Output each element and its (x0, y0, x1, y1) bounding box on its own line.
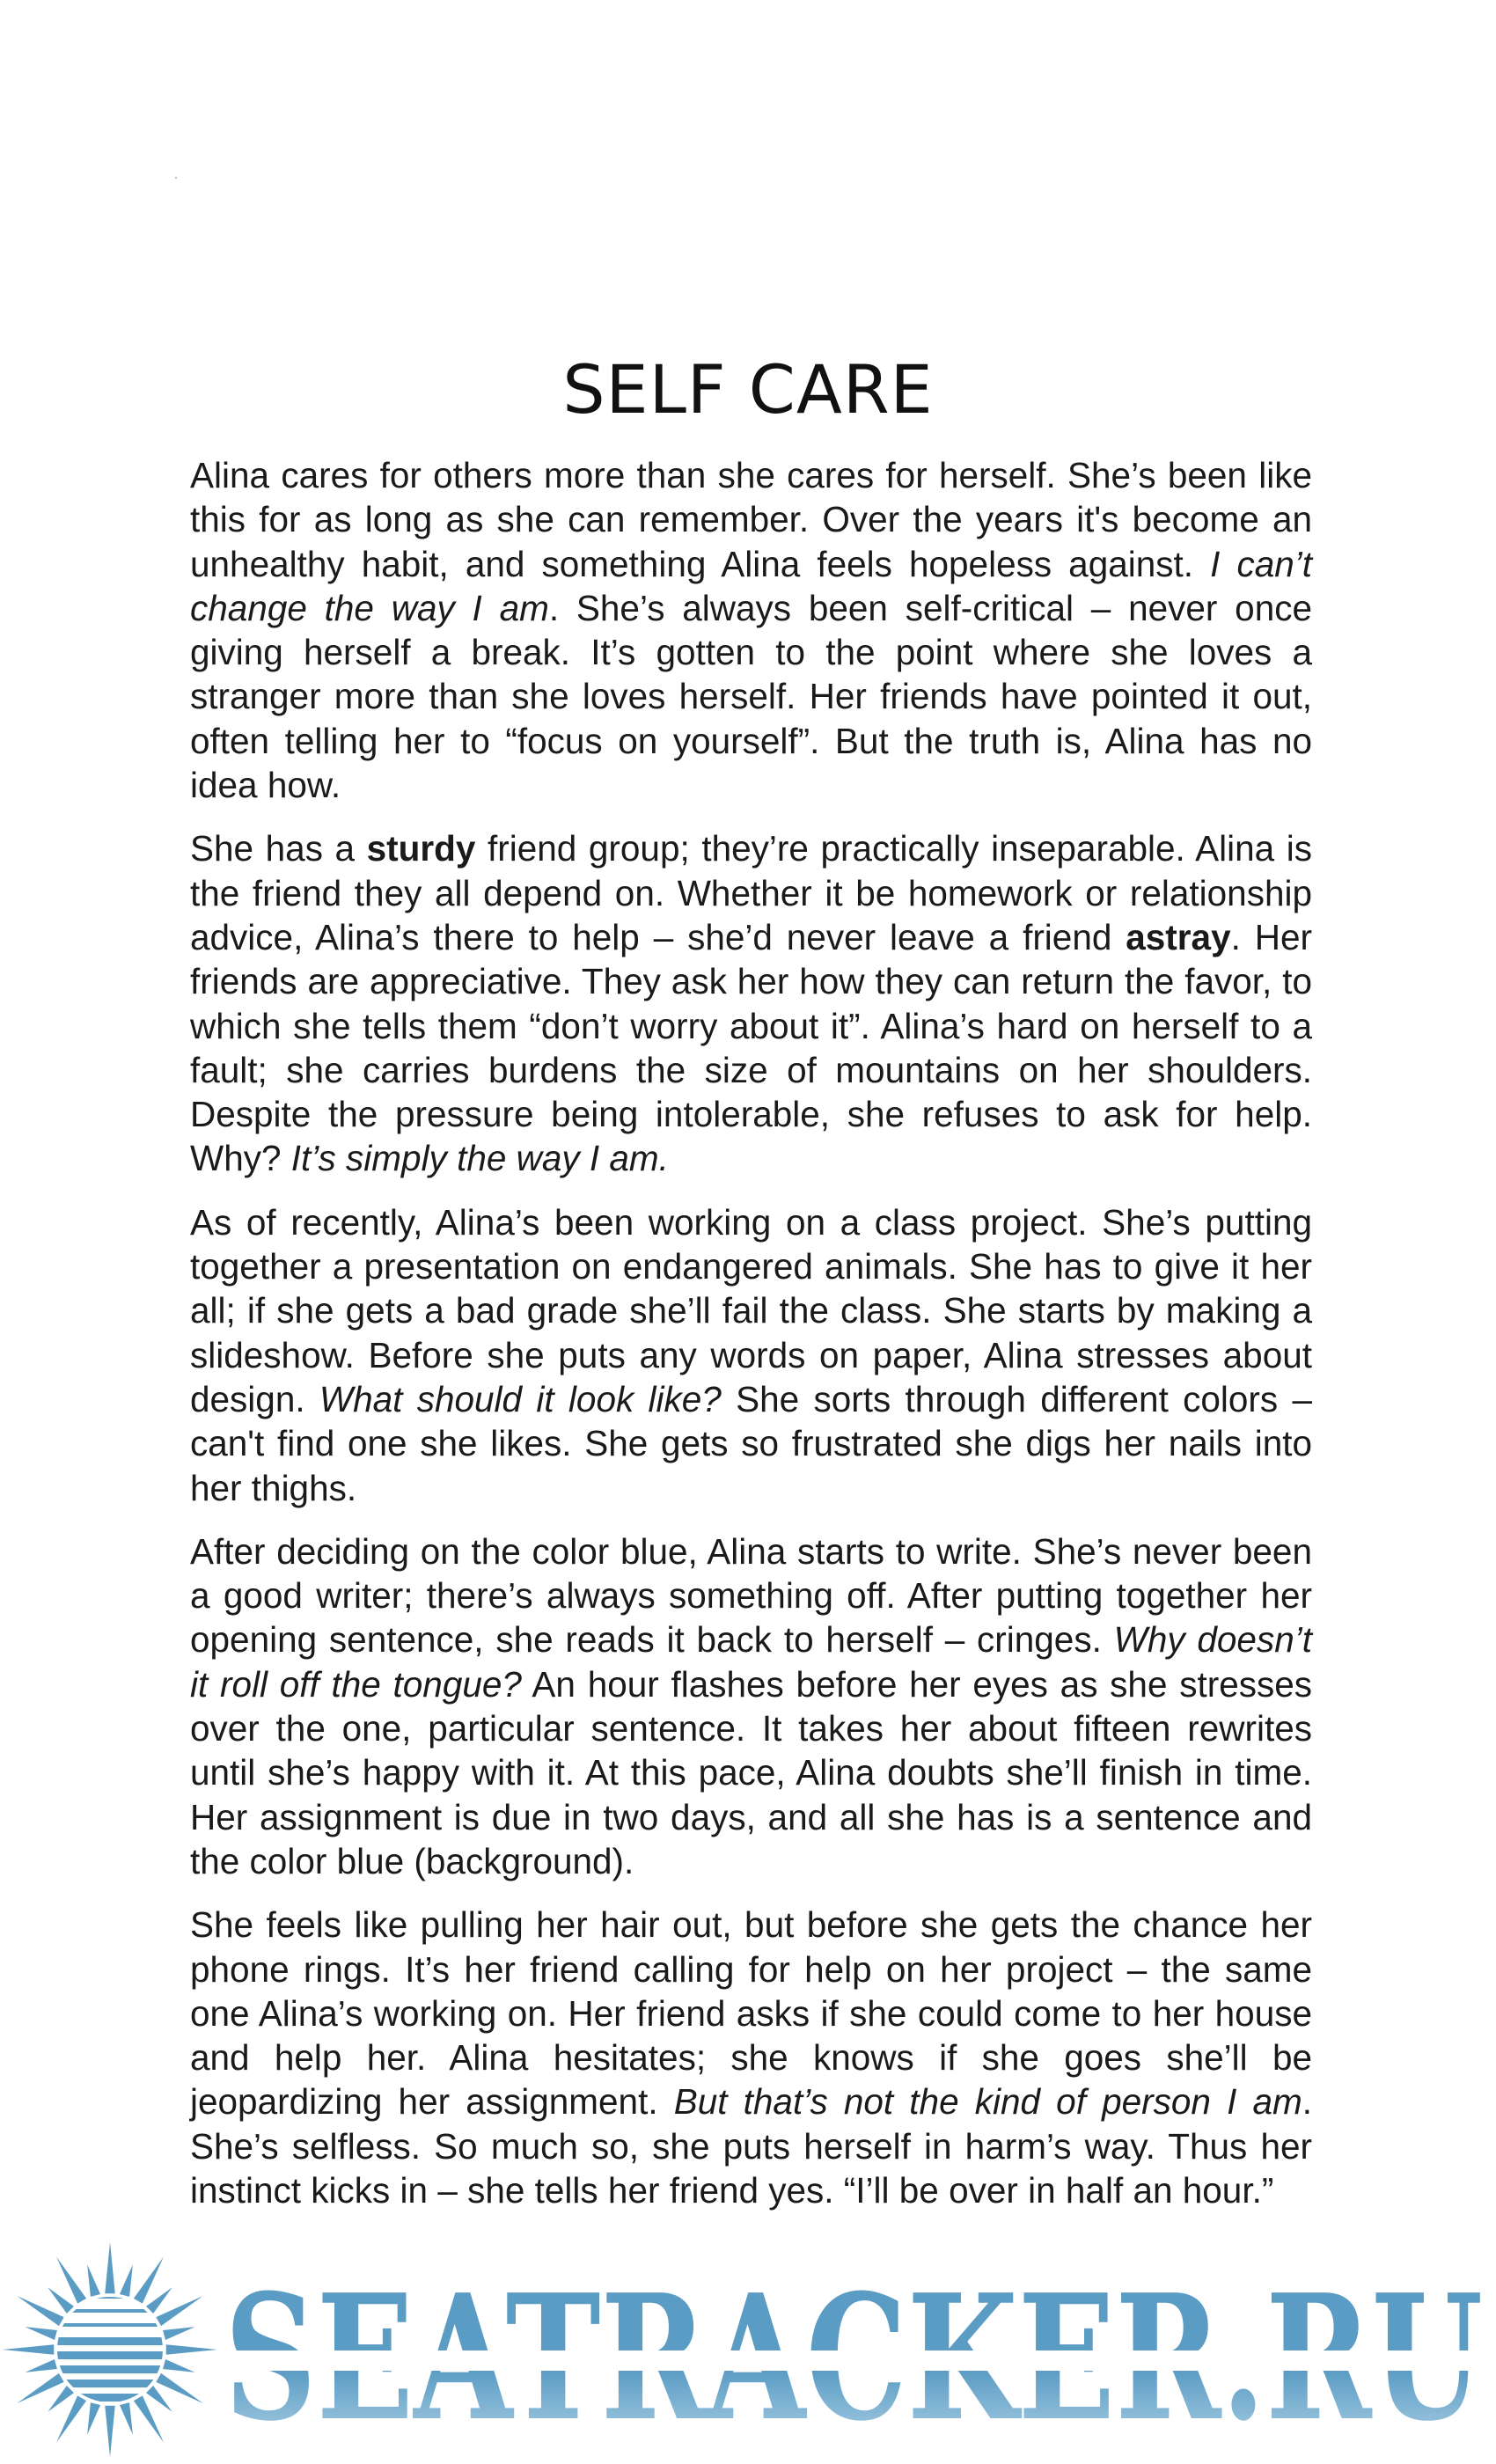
story-paragraph (190, 1200, 1312, 1510)
sun-stripe (55, 2394, 165, 2402)
text-run: friend group; they’re practically inseparable. Alina is the friend they all depend on. Whether it be homework or relationship advice, Alina’s there to help – she’d never leave a friend (190, 828, 1313, 957)
sun-ray (17, 2373, 63, 2403)
text-run: An hour flashes before her eyes as she stresses over the one, particular sentence. It takes her about fifteen rewrites until she’s happy with it. At this pace, Alina doubts she’ll finish in time. Her assignment is due in two days, and all she has is a sentence and the color blue (background). (190, 1663, 1312, 1881)
sun-ray (134, 2395, 164, 2442)
sun-ray (120, 2264, 133, 2297)
text-run: She sorts through different colors – can't find one she likes. She gets so frustrated she digs her nails into her thighs. (190, 1378, 1312, 1508)
watermark-label: SEATRACKER.RU (224, 2270, 1483, 2446)
sun-stripe (55, 2323, 165, 2327)
bold-vocab-word: astray (1126, 916, 1231, 957)
text-run: . Her friends are appreciative. They ask her how they can return the favor, to which she tells them “don’t worry about it”. Alina’s hard on herself to a fault; she carries burdens the size of mountains on her shoulders. Despite the pressure being intolerable, she refuses to ask for help. Why? (190, 916, 1312, 1179)
bold-vocab-word: sturdy (366, 828, 476, 869)
sun-ray (87, 2264, 100, 2297)
text-run: . She’s selfless. So much so, she puts herself in harm’s way. Thus her instinct kicks in – she tells her friend yes. “I’ll be over in half an hour.” (190, 2081, 1312, 2211)
page-title: SELF CARE (562, 350, 934, 429)
sun-ray (134, 2256, 164, 2303)
text-run: . She’s always been self-critical – never once giving herself a break. It’s gotten to the point where she loves a stranger more than she loves herself. Her friends have pointed it out, often telling her to “focus on yourself”. But the truth is, Alina has no idea how. (190, 587, 1312, 806)
sun-ray (56, 2256, 86, 2303)
sun-ray (25, 2327, 57, 2340)
sun-ray (87, 2402, 100, 2435)
italic-thought: Why doesn’t it roll off the tongue? (190, 1619, 1312, 1705)
sun-ray (105, 2406, 115, 2457)
sun-ray (156, 2296, 202, 2326)
italic-thought: What should it look like? (319, 1378, 722, 1419)
text-run: As of recently, Alina’s been working on a class project. She’s putting together a presentation on endangered animals. She has to give it her all; if she gets a bad grade she’ll fail the class. She starts by making a slideshow. Before she puts any words on paper, Alina stresses about design. (190, 1201, 1312, 1419)
sun-ray (163, 2359, 195, 2372)
sun-ray (17, 2296, 63, 2326)
italic-thought: It’s simply the way I am. (290, 1138, 669, 1179)
story-body (190, 453, 1312, 2232)
story-paragraph (190, 826, 1312, 1180)
text-run: She feels like pulling her hair out, but before she gets the chance her phone rings. It’s her friend calling for help on her project – the same one Alina’s working on. Her friend asks if she could come to her house and help her. Alina hesitates; she knows if she goes she’ll be jeopardizing her assignment. (190, 1904, 1312, 2123)
sun-ray (48, 2386, 74, 2412)
text-run: She has a (190, 828, 367, 869)
scan-dot (175, 177, 177, 179)
watermark (0, 2235, 1496, 2464)
sun-ray (163, 2327, 195, 2340)
story-paragraph (190, 1903, 1312, 2212)
story-paragraph (190, 1529, 1312, 1883)
sun-logo-icon (0, 2235, 220, 2464)
sun-ray (120, 2402, 133, 2435)
sun-ray (105, 2242, 115, 2293)
sun-ray (56, 2395, 86, 2442)
text-run: Alina cares for others more than she cares for herself. She’s been like this for as long as she can remember. Over the years it's become an unhealthy habit, and something Alina feels hopeless against. (190, 455, 1312, 584)
sun-ray (166, 2344, 217, 2355)
sun-ray (48, 2287, 74, 2314)
sun-ray (25, 2359, 57, 2372)
sun-stripe (55, 2351, 165, 2359)
italic-thought: But that’s not the kind of person I am (673, 2081, 1302, 2123)
story-paragraph (190, 453, 1312, 807)
sun-ray (146, 2386, 172, 2412)
text-run: After deciding on the color blue, Alina starts to write. She’s never been a good writer; there’s always something off. After putting together her opening sentence, she reads it back to herself – cringes. (190, 1530, 1312, 1661)
sun-stripe (55, 2365, 165, 2373)
sun-ray (3, 2344, 54, 2355)
italic-thought: I can’t change the way I am (190, 543, 1312, 628)
sun-ray (146, 2287, 172, 2314)
sun-ray (156, 2373, 202, 2403)
watermark-text (224, 2270, 1492, 2446)
sun-stripe (55, 2337, 165, 2345)
